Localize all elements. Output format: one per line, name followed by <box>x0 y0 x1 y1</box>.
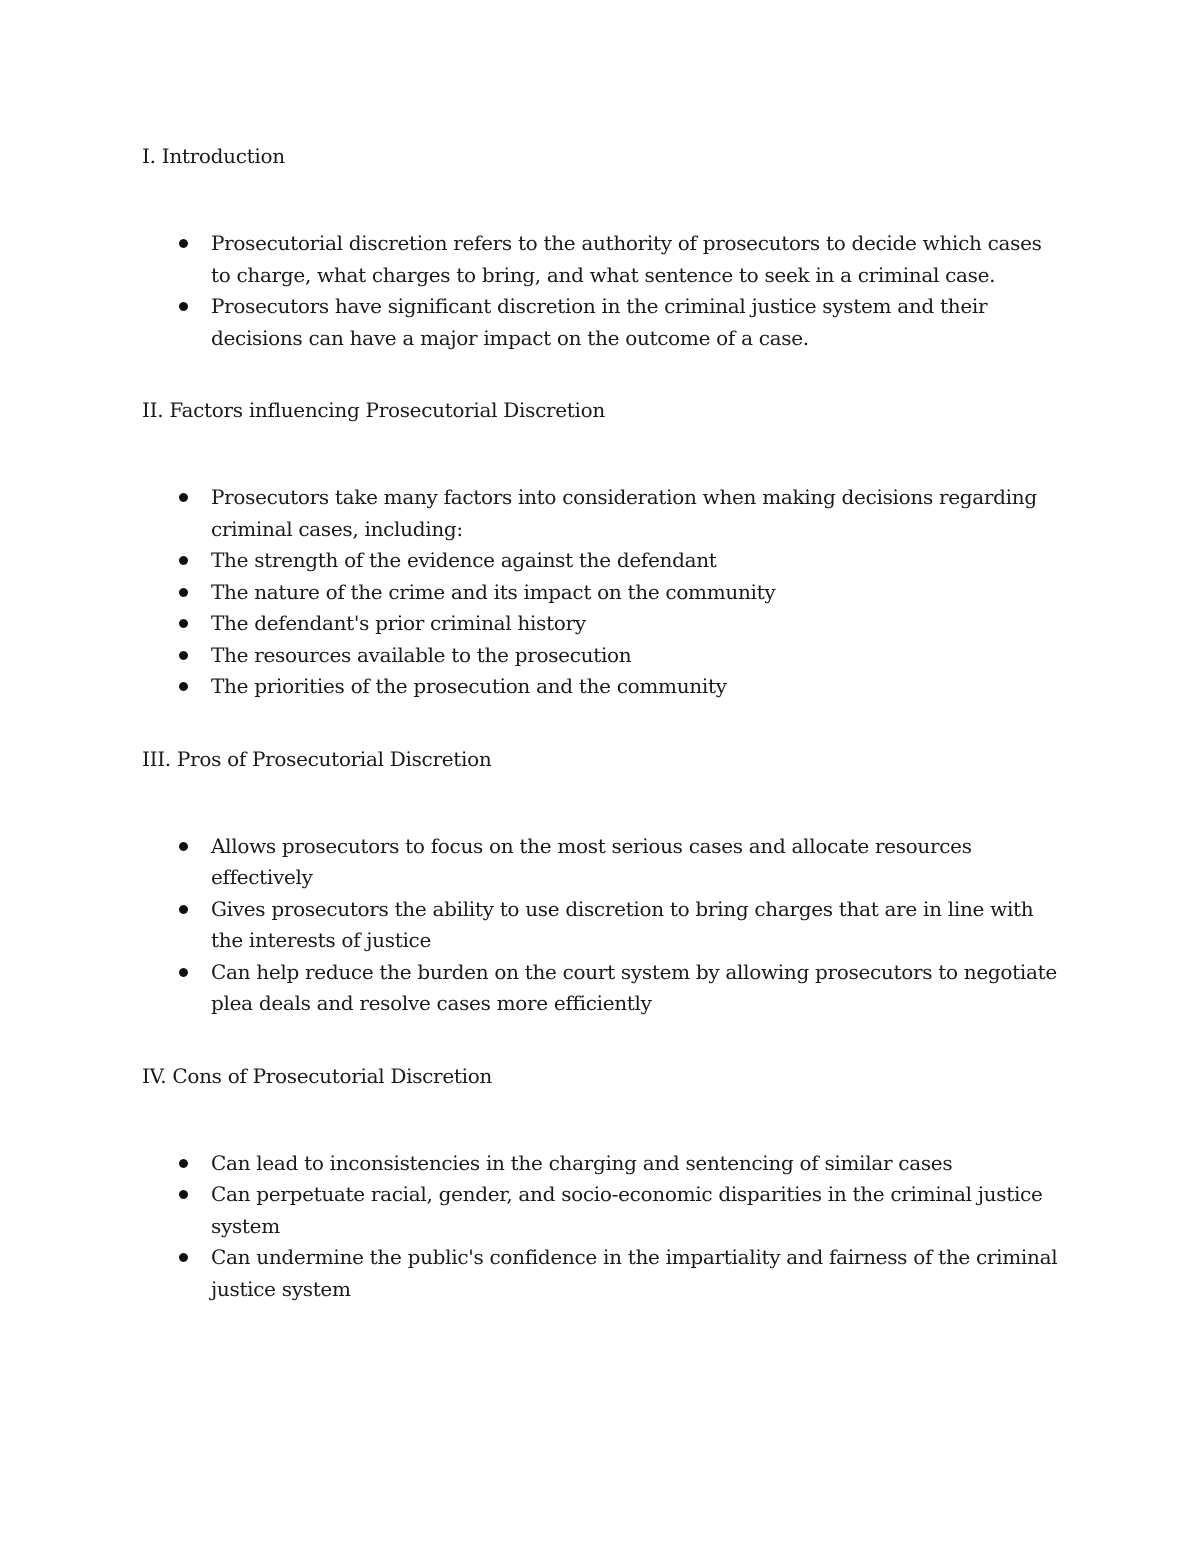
list-item <box>142 545 1062 577</box>
document-body <box>142 140 1062 1345</box>
list-item-text: Prosecutorial discretion refers to the authority of prosecutors to decide which cases to charge, what charges to bring, and what sentence to seek in a criminal case. <box>211 231 1042 287</box>
bullet-icon <box>179 651 188 660</box>
bullet-list <box>142 831 1062 1020</box>
list-item-text: Can help reduce the burden on the court system by allowing prosecutors to negotiate plea deals and resolve cases more efficiently <box>211 959 1057 1015</box>
section-introduction <box>142 140 1062 354</box>
bullet-list <box>142 482 1062 703</box>
list-item-text: Prosecutors have significant discretion in the criminal justice system and their decisions can have a major impact on the outcome of a case. <box>211 294 988 350</box>
bullet-icon <box>179 682 188 691</box>
list-item <box>142 640 1062 672</box>
list-item <box>142 831 1062 894</box>
list-item-text: Can undermine the public's confidence in the impartiality and fairness of the criminal justice system <box>211 1245 1058 1301</box>
list-item <box>142 577 1062 609</box>
bullet-icon <box>179 1159 188 1168</box>
list-item-text: Allows prosecutors to focus on the most serious cases and allocate resources effectively <box>211 833 972 889</box>
list-item <box>142 671 1062 703</box>
list-item-text: The strength of the evidence against the defendant <box>211 548 717 572</box>
bullet-icon <box>179 588 188 597</box>
bullet-icon <box>179 905 188 914</box>
list-item <box>142 1242 1062 1305</box>
list-item <box>142 957 1062 1020</box>
section-heading: I. Introduction <box>142 144 285 168</box>
list-item-text: Can lead to inconsistencies in the charging and sentencing of similar cases <box>211 1150 953 1175</box>
bullet-icon <box>179 842 188 851</box>
bullet-icon <box>179 1190 188 1199</box>
bullet-icon <box>179 493 188 502</box>
bullet-icon <box>179 302 188 311</box>
list-item-text: Gives prosecutors the ability to use discretion to bring charges that are in line with the interests of justice <box>211 896 1034 952</box>
list-item-text: Prosecutors take many factors into consideration when making decisions regarding criminal cases, including: <box>211 485 1037 541</box>
section-heading: IV. Cons of Prosecutorial Discretion <box>142 1063 493 1088</box>
section-heading: II. Factors influencing Prosecutorial Discretion <box>142 398 605 422</box>
bullet-icon <box>179 1253 188 1262</box>
list-item <box>142 1179 1062 1242</box>
section-heading: III. Pros of Prosecutorial Discretion <box>142 746 492 771</box>
bullet-list <box>142 1148 1062 1306</box>
bullet-icon <box>179 619 188 628</box>
section-cons <box>142 1060 1062 1306</box>
bullet-icon <box>179 968 188 977</box>
list-item-text: The nature of the crime and its impact on the community <box>211 579 776 604</box>
list-item-text: Can perpetuate racial, gender, and socio-economic disparities in the criminal justice system <box>211 1182 1043 1238</box>
list-item <box>142 291 1062 354</box>
list-item <box>142 894 1062 957</box>
list-item-text: The defendant's prior criminal history <box>211 611 586 635</box>
list-item <box>142 482 1062 545</box>
list-item <box>142 1148 1062 1180</box>
list-item-text: The resources available to the prosecution <box>211 642 632 667</box>
bullet-icon <box>179 556 188 565</box>
list-item <box>142 608 1062 640</box>
list-item-text: The priorities of the prosecution and the community <box>211 674 727 698</box>
list-item <box>142 228 1062 291</box>
section-pros <box>142 743 1062 1020</box>
bullet-icon <box>179 239 188 248</box>
section-factors <box>142 394 1062 703</box>
bullet-list <box>142 228 1062 354</box>
